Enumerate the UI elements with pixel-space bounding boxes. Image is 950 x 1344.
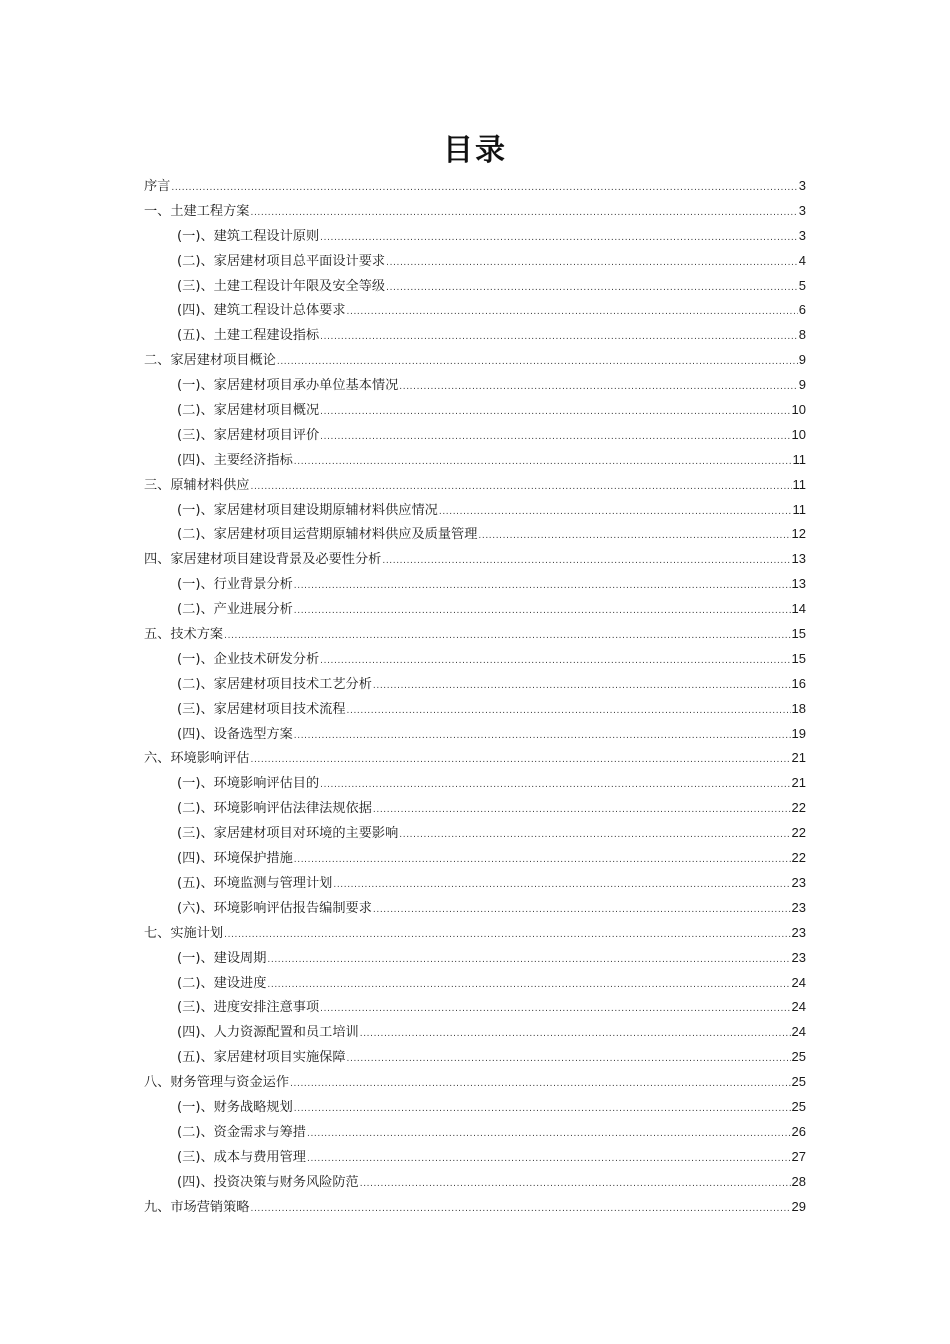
toc-chapter-entry[interactable] xyxy=(144,174,806,199)
toc-dot-leader xyxy=(320,226,798,251)
toc-dot-leader xyxy=(251,475,792,500)
toc-entry-page-number: 21 xyxy=(791,750,806,766)
toc-entry-page-number: 25 xyxy=(791,1074,806,1090)
toc-section-entry[interactable] xyxy=(144,647,806,672)
toc-entry-page-number: 23 xyxy=(791,949,806,965)
toc-dot-leader xyxy=(294,450,792,475)
toc-section-entry[interactable] xyxy=(144,871,806,896)
toc-section-entry[interactable] xyxy=(144,995,806,1020)
toc-entry-page-number: 3 xyxy=(798,202,806,218)
toc-entry-page-number: 11 xyxy=(792,476,806,492)
toc-title: 目录 xyxy=(443,133,507,168)
toc-entry-label: (二)、环境影响评估法律法规依据 xyxy=(177,801,372,817)
toc-chapter-entry[interactable] xyxy=(144,1070,806,1095)
toc-entry-label: (四)、设备选型方案 xyxy=(177,726,293,742)
toc-chapter-entry[interactable] xyxy=(144,746,806,771)
toc-section-entry[interactable] xyxy=(144,224,806,249)
toc-section-entry[interactable] xyxy=(144,498,806,523)
toc-dot-leader xyxy=(382,549,790,574)
toc-dot-leader xyxy=(360,1172,791,1197)
toc-entry-label: (二)、资金需求与筹措 xyxy=(177,1124,306,1140)
toc-section-entry[interactable] xyxy=(144,274,806,299)
toc-dot-leader xyxy=(290,1072,790,1097)
toc-entry-page-number: 12 xyxy=(791,526,806,542)
toc-entry-label: 八、财务管理与资金运作 xyxy=(144,1075,290,1091)
toc-chapter-entry[interactable] xyxy=(144,1195,806,1220)
toc-dot-leader xyxy=(347,699,791,724)
toc-section-entry[interactable] xyxy=(144,1020,806,1045)
toc-entry-label: (三)、家居建材项目对环境的主要影响 xyxy=(177,826,399,842)
toc-entry-page-number: 23 xyxy=(791,874,806,890)
toc-chapter-entry[interactable] xyxy=(144,547,806,572)
toc-dot-leader xyxy=(251,748,791,773)
toc-entry-page-number: 21 xyxy=(791,775,806,791)
toc-entry-page-number: 5 xyxy=(798,277,806,293)
toc-entry-label: (一)、财务战略规划 xyxy=(177,1099,293,1115)
toc-section-entry[interactable] xyxy=(144,1045,806,1070)
toc-dot-leader xyxy=(294,1097,791,1122)
toc-dot-leader xyxy=(360,1022,791,1047)
toc-entry-page-number: 23 xyxy=(791,924,806,940)
toc-section-entry[interactable] xyxy=(144,298,806,323)
toc-entry-label: (一)、企业技术研发分析 xyxy=(177,651,320,667)
toc-entry-label: 七、实施计划 xyxy=(144,925,224,941)
toc-entry-page-number: 28 xyxy=(791,1173,806,1189)
toc-dot-leader xyxy=(373,798,791,823)
toc-entry-page-number: 22 xyxy=(791,800,806,816)
toc-entry-page-number: 11 xyxy=(792,501,806,517)
toc-entry-page-number: 3 xyxy=(798,227,806,243)
toc-entry-label: (三)、土建工程设计年限及安全等级 xyxy=(177,278,386,294)
toc-entry-page-number: 14 xyxy=(791,601,806,617)
toc-entry-label: (一)、环境影响评估目的 xyxy=(177,776,320,792)
toc-entry-label: (二)、建设进度 xyxy=(177,975,267,991)
toc-entry-label: (五)、土建工程建设指标 xyxy=(177,328,320,344)
toc-entry-page-number: 15 xyxy=(791,650,806,666)
toc-dot-leader xyxy=(320,649,790,674)
toc-chapter-entry[interactable] xyxy=(144,473,806,498)
toc-entry-label: 序言 xyxy=(144,179,171,194)
toc-dot-leader xyxy=(307,1147,791,1172)
toc-chapter-entry[interactable] xyxy=(144,622,806,647)
toc-dot-leader xyxy=(373,898,791,923)
toc-dot-leader xyxy=(320,400,790,425)
toc-entry-page-number: 18 xyxy=(791,700,806,716)
toc-entry-page-number: 19 xyxy=(791,725,806,741)
toc-entry-label: (一)、家居建材项目建设期原辅材料供应情况 xyxy=(177,502,438,518)
toc-entry-label: (一)、建筑工程设计原则 xyxy=(177,228,320,244)
toc-dot-leader xyxy=(320,997,790,1022)
toc-entry-page-number: 25 xyxy=(791,1049,806,1065)
toc-section-entry[interactable] xyxy=(144,821,806,846)
toc-entry-page-number: 29 xyxy=(791,1198,806,1214)
toc-entry-label: 一、土建工程方案 xyxy=(144,203,250,219)
toc-section-entry[interactable] xyxy=(144,398,806,423)
toc-dot-leader xyxy=(399,823,790,848)
toc-dot-leader xyxy=(294,574,791,599)
toc-entry-page-number: 23 xyxy=(791,899,806,915)
toc-entry-label: (三)、家居建材项目技术流程 xyxy=(177,701,346,717)
toc-entry-page-number: 24 xyxy=(791,999,806,1015)
toc-entry-label: 六、环境影响评估 xyxy=(144,751,250,767)
toc-chapter-entry[interactable] xyxy=(144,348,806,373)
toc-entry-page-number: 24 xyxy=(791,1024,806,1040)
toc-entry-page-number: 26 xyxy=(791,1123,806,1139)
toc-dot-leader xyxy=(320,325,798,350)
toc-entry-page-number: 13 xyxy=(791,576,806,592)
toc-entry-page-number: 4 xyxy=(798,252,806,268)
toc-section-entry[interactable] xyxy=(144,1145,806,1170)
toc-dot-leader xyxy=(267,948,790,973)
toc-dot-leader xyxy=(386,251,798,276)
toc-section-entry[interactable] xyxy=(144,697,806,722)
toc-dot-leader xyxy=(478,524,790,549)
toc-entry-label: (四)、投资决策与财务风险防范 xyxy=(177,1174,359,1190)
toc-section-entry[interactable] xyxy=(144,597,806,622)
toc-dot-leader xyxy=(347,300,798,325)
toc-entry-label: (五)、家居建材项目实施保障 xyxy=(177,1050,346,1066)
toc-entry-label: 九、市场营销策略 xyxy=(144,1199,250,1215)
toc-dot-leader xyxy=(251,201,798,226)
toc-dot-leader xyxy=(294,848,791,873)
toc-entry-page-number: 22 xyxy=(791,825,806,841)
toc-section-entry[interactable] xyxy=(144,771,806,796)
toc-entry-page-number: 13 xyxy=(791,551,806,567)
toc-section-entry[interactable] xyxy=(144,373,806,398)
toc-section-entry[interactable] xyxy=(144,796,806,821)
toc-entry-label: (二)、家居建材项目概况 xyxy=(177,403,320,419)
toc-entry-label: (三)、家居建材项目评价 xyxy=(177,427,320,443)
toc-chapter-entry[interactable] xyxy=(144,921,806,946)
toc-section-entry[interactable] xyxy=(144,896,806,921)
toc-section-entry[interactable] xyxy=(144,249,806,274)
toc-section-entry[interactable] xyxy=(144,946,806,971)
toc-entry-page-number: 24 xyxy=(791,974,806,990)
toc-entry-label: 三、原辅材料供应 xyxy=(144,477,250,493)
toc-dot-leader xyxy=(267,973,790,998)
toc-dot-leader xyxy=(333,873,790,898)
toc-entry-label: (二)、产业进展分析 xyxy=(177,602,293,618)
toc-entry-page-number: 9 xyxy=(798,377,806,393)
toc-dot-leader xyxy=(224,624,790,649)
toc-entry-page-number: 11 xyxy=(792,451,806,467)
toc-entry-label: 二、家居建材项目概论 xyxy=(144,353,276,369)
toc-entry-page-number: 6 xyxy=(798,302,806,318)
toc-dot-leader xyxy=(171,176,797,201)
toc-section-entry[interactable] xyxy=(144,971,806,996)
toc-dot-leader xyxy=(399,375,797,400)
toc-entry-label: (一)、行业背景分析 xyxy=(177,577,293,593)
toc-entry-page-number: 10 xyxy=(791,426,806,442)
toc-section-entry[interactable] xyxy=(144,672,806,697)
toc-dot-leader xyxy=(347,1047,791,1072)
toc-entry-label: (一)、家居建材项目承办单位基本情况 xyxy=(177,378,399,394)
toc-dot-leader xyxy=(320,425,790,450)
toc-dot-leader xyxy=(307,1122,791,1147)
toc-entry-page-number: 27 xyxy=(791,1148,806,1164)
toc-entry-page-number: 10 xyxy=(791,402,806,418)
toc-entry-label: (六)、环境影响评估报告编制要求 xyxy=(177,900,372,916)
toc-entry-label: (一)、建设周期 xyxy=(177,950,267,966)
toc-entry-page-number: 9 xyxy=(798,352,806,368)
toc-section-entry[interactable] xyxy=(144,722,806,747)
toc-entry-label: (四)、人力资源配置和员工培训 xyxy=(177,1025,359,1041)
toc-dot-leader xyxy=(320,773,790,798)
toc-section-entry[interactable] xyxy=(144,1095,806,1120)
toc-section-entry[interactable] xyxy=(144,423,806,448)
toc-section-entry[interactable] xyxy=(144,1120,806,1145)
toc-dot-leader xyxy=(386,276,798,301)
toc-entry-label: (三)、成本与费用管理 xyxy=(177,1149,306,1165)
toc-entry-label: (四)、环境保护措施 xyxy=(177,851,293,867)
toc-entry-page-number: 22 xyxy=(791,850,806,866)
toc-entry-page-number: 3 xyxy=(798,178,806,193)
toc-entry-label: (二)、家居建材项目技术工艺分析 xyxy=(177,676,372,692)
toc-entry-page-number: 8 xyxy=(798,327,806,343)
toc-dot-leader xyxy=(224,923,790,948)
toc-dot-leader xyxy=(439,500,792,525)
toc-dot-leader xyxy=(373,674,791,699)
toc-section-entry[interactable] xyxy=(144,572,806,597)
toc-dot-leader xyxy=(251,1197,791,1222)
toc-section-entry[interactable] xyxy=(144,522,806,547)
toc-section-entry[interactable] xyxy=(144,1170,806,1195)
toc-entry-page-number: 25 xyxy=(791,1098,806,1114)
toc-entry-page-number: 16 xyxy=(791,675,806,691)
toc-entry-label: (二)、家居建材项目总平面设计要求 xyxy=(177,253,386,269)
toc-entry-label: (四)、主要经济指标 xyxy=(177,452,293,468)
table-of-contents xyxy=(144,174,806,1219)
toc-entry-label: (二)、家居建材项目运营期原辅材料供应及质量管理 xyxy=(177,527,478,543)
toc-section-entry[interactable] xyxy=(144,448,806,473)
toc-section-entry[interactable] xyxy=(144,846,806,871)
toc-dot-leader xyxy=(294,599,791,624)
toc-entry-label: (三)、进度安排注意事项 xyxy=(177,1000,320,1016)
toc-chapter-entry[interactable] xyxy=(144,199,806,224)
toc-dot-leader xyxy=(294,724,791,749)
toc-entry-page-number: 15 xyxy=(791,626,806,642)
toc-entry-label: 四、家居建材项目建设背景及必要性分析 xyxy=(144,552,382,568)
toc-entry-label: (五)、环境监测与管理计划 xyxy=(177,875,333,891)
toc-dot-leader xyxy=(277,350,798,375)
toc-entry-label: 五、技术方案 xyxy=(144,627,224,643)
toc-section-entry[interactable] xyxy=(144,323,806,348)
toc-entry-label: (四)、建筑工程设计总体要求 xyxy=(177,303,346,319)
